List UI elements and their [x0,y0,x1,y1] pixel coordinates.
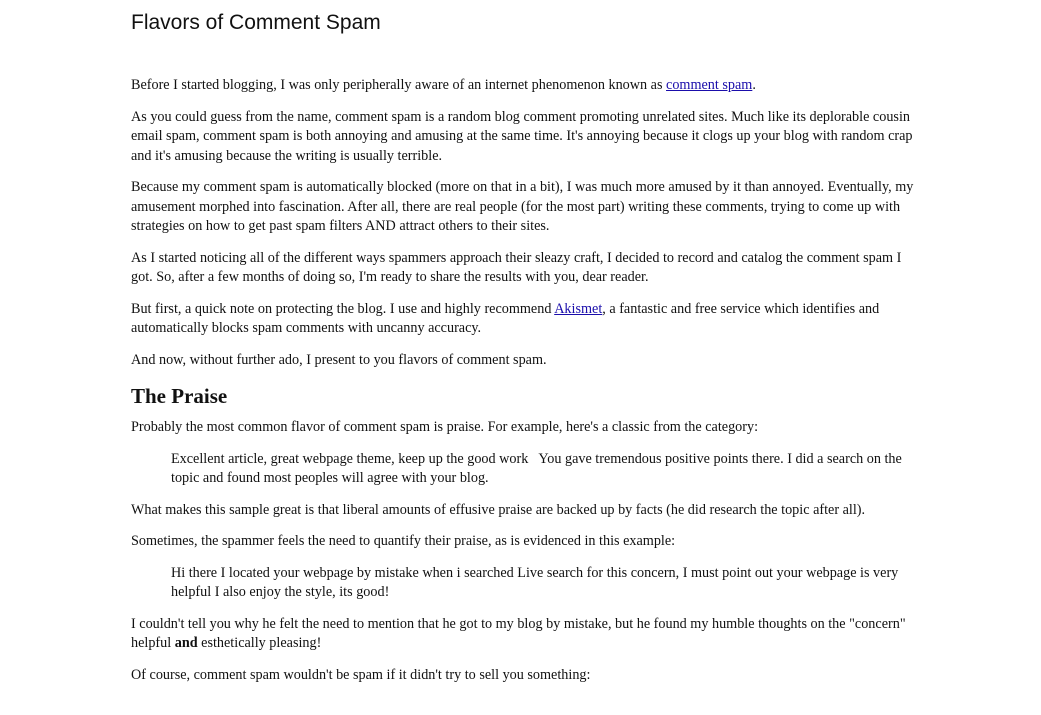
comment-spam-link[interactable]: comment spam [666,77,753,93]
praise-text: I couldn't tell you why he felt the need to mention that he got to my blog by mistake, but he found my humble thoughts on the "concern" helpful [131,615,906,651]
praise-paragraph-4 [131,615,921,654]
spam-quote-2: Hi there I located your webpage by mistake when i searched Live search for this concern, I must point out your webpage is very helpful I also enjoy the style, its good! [171,564,899,600]
akismet-text-end: , a fantastic and free service which identifies and automatically blocks spam comments with uncanny accuracy. [131,300,880,336]
praise-paragraph-2: What makes this sample great is that liberal amounts of effusive praise are backed up by facts (he did research the topic after all). [131,501,866,518]
intro-paragraph-5 [131,300,921,339]
praise-paragraph-3: Sometimes, the spammer feels the need to quantify their praise, as is evidenced in this example: [131,533,676,549]
spam-quote-1: Excellent article, great webpage theme, keep up the good work You gave tremendous positive points there. I did a search on the topic and found most peoples will agree with your blog. [171,450,906,486]
praise-paragraph-1: Probably the most common flavor of comment spam is praise. For example, here's a classic from the category: [131,419,759,435]
praise-bold-and: and [174,635,198,651]
article-body [131,76,921,685]
intro-paragraph-2: As you could guess from the name, comment spam is a random blog comment promoting unrelated sites. Much like its deplorable cousin email spam, comment spam is both annoying and amusing at the same time. It's annoying because it clogs up your blog with random crap and it's amusing because the writing is usually terrible. [131,108,913,164]
akismet-text: But first, a quick note on protecting the blog. I use and highly recommend [131,300,555,317]
akismet-link[interactable]: Akismet [554,300,603,317]
intro-paragraph-1 [131,76,921,96]
intro-paragraph-6: And now, without further ado, I present to you flavors of comment spam. [131,351,547,368]
praise-text-end: esthetically pleasing! [197,635,322,651]
section-heading-praise: The Praise [131,384,228,408]
page-container [131,0,921,697]
intro-paragraph-3: Because my comment spam is automatically blocked (more on that in a bit), I was much more amused by it than annoyed. Eventually, my amusement morphed into fascination. After all, there are real people (for the most part) writing these comments, trying to come up with strategies on how to get past spam filters AND attract others to their sites. [131,179,914,234]
intro-paragraph-4: As I started noticing all of the different ways spammers approach their sleazy craft, I decided to record and catalog the comment spam I got. So, after a few months of doing so, I'm ready to share the results with you, dear reader. [131,249,902,285]
page-title: Flavors of Comment Spam [131,11,381,34]
intro-text: Before I started blogging, I was only peripherally aware of an internet phenomenon known as [131,77,667,93]
praise-paragraph-5: Of course, comment spam wouldn't be spam if it didn't try to sell you something: [131,666,591,683]
intro-text-end: . [752,77,756,93]
